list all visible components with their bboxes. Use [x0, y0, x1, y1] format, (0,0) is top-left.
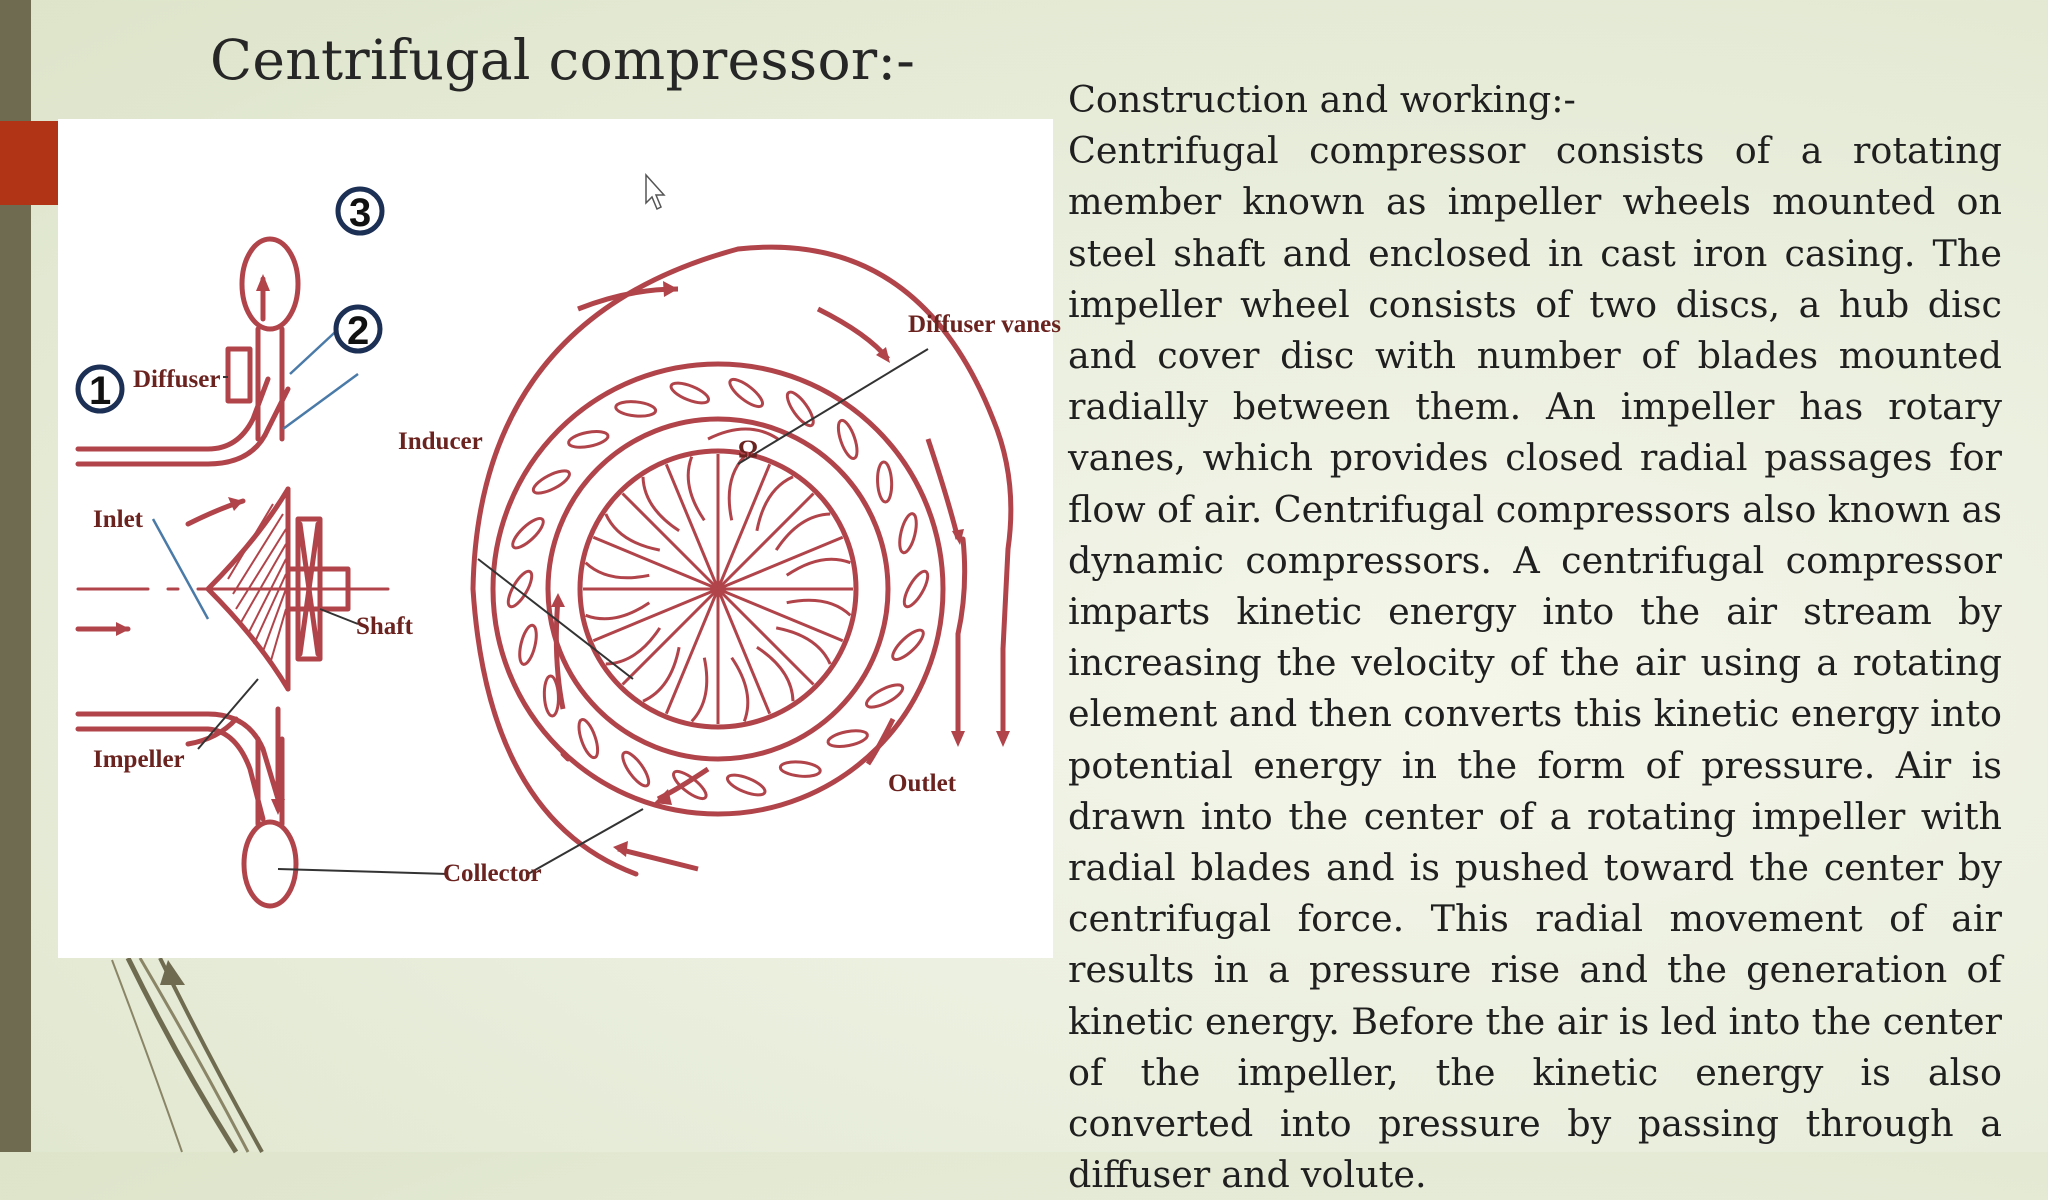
impeller-blade [718, 589, 814, 685]
label-omega: Ω [738, 436, 759, 463]
diffuser-vane [615, 400, 656, 418]
impeller-blade-curve [692, 658, 707, 722]
compressor-diagram [58, 119, 1062, 958]
diffuser-vane [509, 514, 548, 552]
impeller-blade [623, 494, 719, 590]
diffuser-vane [889, 626, 928, 664]
label-diffuser-vanes: Diffuser vanes [908, 311, 1062, 338]
label-impeller: Impeller [93, 746, 185, 773]
text-panel [1068, 74, 2002, 1200]
diffuser-vane [504, 568, 536, 610]
diffuser-vane [618, 749, 653, 790]
body-paragraph: Centrifugal compressor consists of a rotating member known as impeller wheels mounted on steel shaft and enclosed in cast iron casing. The impeller wheel consists of two discs, a hub disc and cover disc with number of blades mounted radially between them. An impeller has rotary vanes, which provides closed radial passages for flow of air. Centrifugal compressors also known as dynamic compressors. A centrifugal compressor imparts kinetic energy into the air stream by increasing the velocity of the air using a rotating element and then converts this kinetic energy into potential energy in the form of pressure. Air is drawn into the center of a rotating impeller with radial blades and is pushed toward the center by centrifugal force. This radial movement of air results in a pressure rise and the generation of kinetic energy. Before the air is led into the center of the impeller, the kinetic energy is also converted into pressure by passing through a diffuser and volute. [1068, 129, 2002, 1197]
label-shaft: Shaft [356, 613, 413, 640]
impeller-blade-curve [732, 658, 748, 722]
slide-title: Centrifugal compressor:- [210, 28, 916, 92]
diffuser-vane [900, 568, 932, 610]
impeller-blade-curve [787, 559, 851, 575]
diffuser-vane [783, 389, 818, 430]
diffuser-vane [726, 375, 766, 411]
diffuser-vane [516, 624, 539, 666]
label-diffuser: Diffuser [133, 366, 221, 393]
callout-3: 3 [349, 191, 372, 235]
mouse-cursor-icon [646, 175, 664, 209]
impeller-blade-curve [688, 457, 704, 521]
callout-2: 2 [347, 309, 370, 353]
compressor-diagram-svg [58, 119, 1062, 958]
diffuser-vane [669, 379, 711, 407]
impeller-blade [718, 494, 814, 590]
label-collector: Collector [443, 860, 542, 887]
diffuser-vane [827, 728, 869, 749]
impeller-blade [623, 589, 719, 685]
impeller-blade-curve [586, 603, 650, 619]
diffuser-vane [530, 467, 572, 498]
section-heading: Construction and working:- [1068, 78, 1576, 121]
diffuser-vane [780, 760, 821, 778]
diffuser-vane [835, 418, 861, 460]
diffuser-vane [896, 512, 919, 554]
impeller-blade-curve [586, 563, 650, 578]
callout-1: 1 [89, 369, 112, 413]
label-inlet: Inlet [93, 506, 143, 533]
impeller-blade-curve [787, 600, 851, 615]
diffuser-vane [864, 681, 906, 712]
accent-block [0, 121, 58, 205]
diffuser-vane [575, 717, 601, 759]
label-inducer: Inducer [398, 428, 483, 455]
diffuser-vane [567, 429, 609, 450]
diffuser-vane [877, 462, 893, 503]
diffuser-vane [725, 771, 767, 799]
impeller-blade-curve [729, 457, 744, 521]
label-outlet: Outlet [888, 770, 957, 797]
